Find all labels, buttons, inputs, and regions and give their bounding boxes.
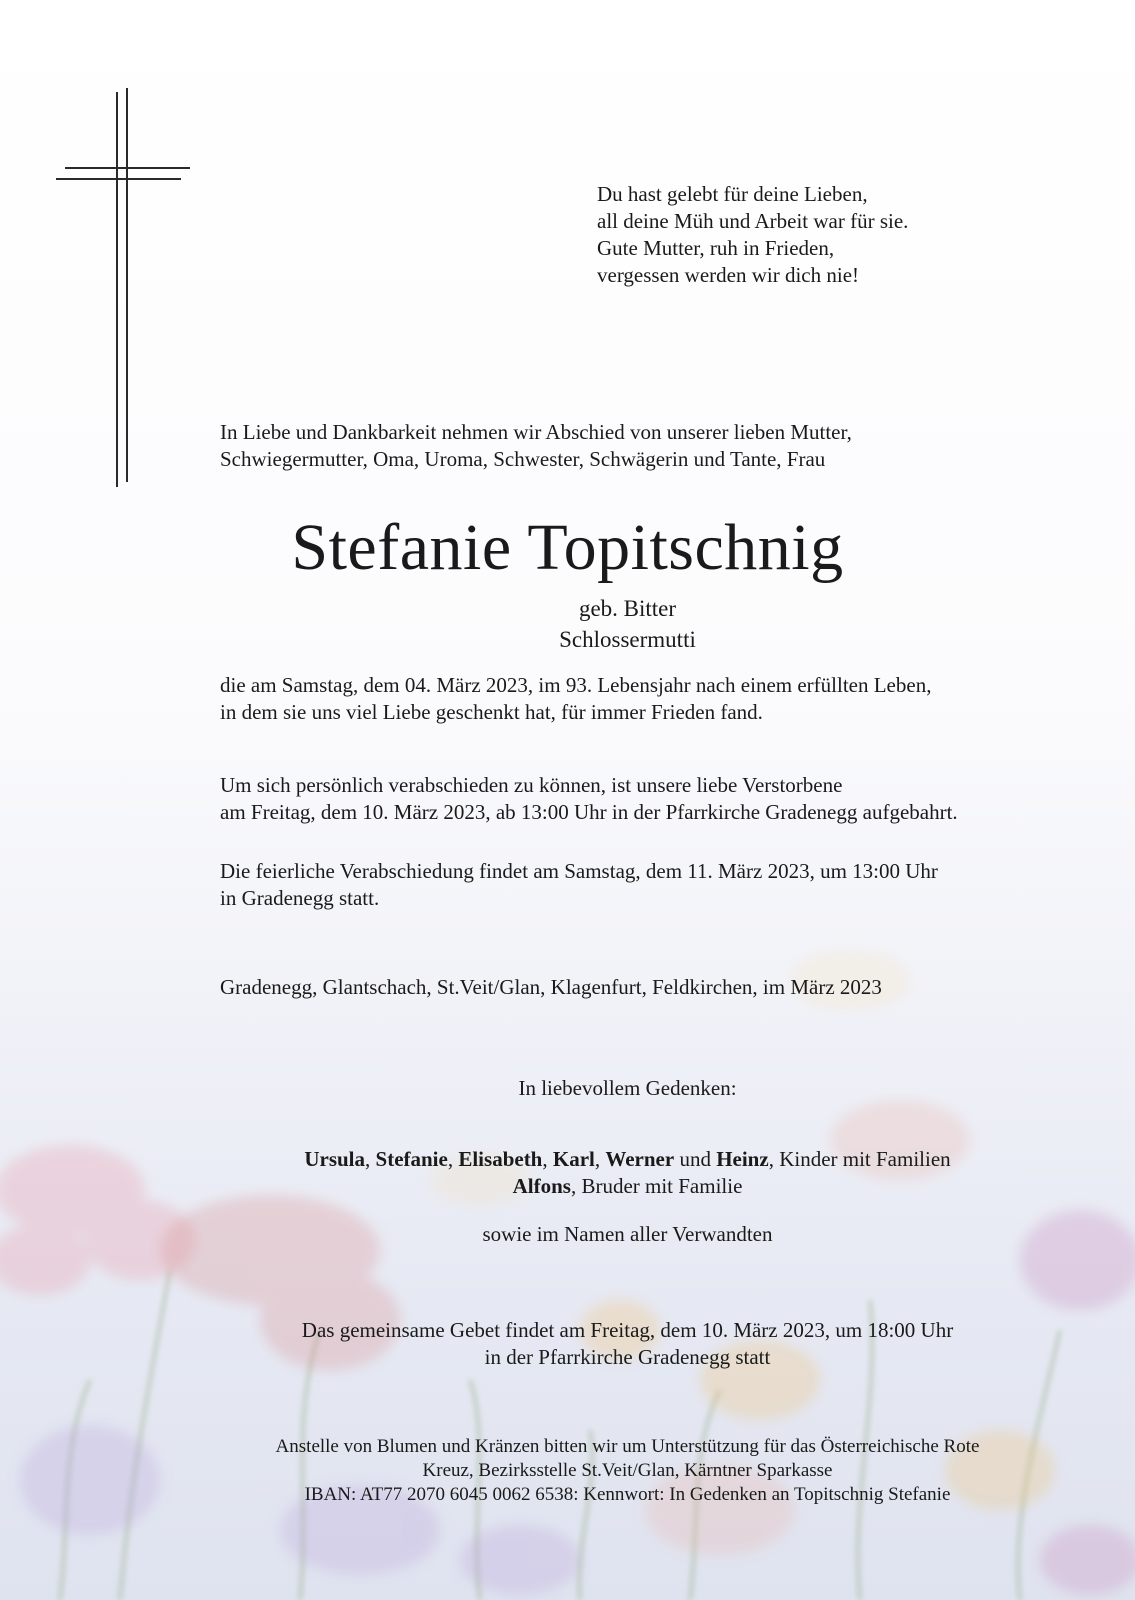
children-role: , Kinder mit Familien (768, 1147, 951, 1171)
prayer-line: in der Pfarrkirche Gradenegg statt (484, 1345, 771, 1369)
donation-line: IBAN: AT77 2070 6045 0062 6538: Kennwort: In Gedenken an Topitschnig Stefanie (304, 1484, 951, 1505)
intro-line: Schwiegermutter, Oma, Uroma, Schwester, Schwägerin und Tante, Frau (220, 447, 826, 471)
prayer-notice (0, 1317, 1135, 1371)
prayer-line: Das gemeinsame Gebet findet am Freitag, dem 10. März 2023, um 18:00 Uhr (301, 1318, 954, 1342)
donation-line: Kreuz, Bezirksstelle St.Veit/Glan, Kärntner Sparkasse (422, 1460, 833, 1481)
viewing-notice (220, 772, 958, 826)
deceased-name: Stefanie Topitschnig (291, 511, 844, 584)
brother-line (0, 1173, 1135, 1200)
mourners (0, 1146, 1135, 1200)
donation-line: Anstelle von Blumen und Kränzen bitten wir um Unterstützung für das Österreichische Rote (275, 1436, 980, 1457)
viewing-line: Um sich persönlich verabschieden zu können, ist unsere liebe Verstorbene (220, 773, 843, 797)
poem-line: Gute Mutter, ruh in Frieden, (597, 236, 835, 260)
places-and-date: Gradenegg, Glantschach, St.Veit/Glan, Klagenfurt, Feldkirchen, im März 2023 (220, 975, 882, 999)
death-notice-line: die am Samstag, dem 04. März 2023, im 93. Lebensjahr nach einem erfüllten Leben, (220, 673, 932, 697)
maiden-name: geb. Bitter (578, 596, 677, 621)
child-name: Elisabeth (458, 1147, 543, 1171)
child-name: Ursula (304, 1147, 366, 1171)
ceremony-line: Die feierliche Verabschiedung findet am Samstag, dem 11. März 2023, um 13:00 Uhr (220, 859, 938, 883)
child-name: Karl (552, 1147, 595, 1171)
separator: , (594, 1147, 606, 1171)
intro-line: In Liebe und Dankbarkeit nehmen wir Abschied von unserer lieben Mutter, (220, 420, 852, 444)
donation-notice (0, 1435, 1135, 1507)
brother-name: Alfons (512, 1174, 571, 1198)
death-notice-line: in dem sie uns viel Liebe geschenkt hat, für immer Frieden fand. (220, 700, 763, 724)
separator: , (365, 1147, 376, 1171)
poem-line: Du hast gelebt für deine Lieben, (597, 182, 868, 206)
child-name: Werner (605, 1147, 675, 1171)
child-name: Stefanie (375, 1147, 448, 1171)
separator: , (447, 1147, 459, 1171)
poem-line: vergessen werden wir dich nie! (597, 263, 860, 287)
ceremony-notice (220, 858, 938, 912)
separator: , (542, 1147, 553, 1171)
viewing-line: am Freitag, dem 10. März 2023, ab 13:00 Uhr in der Pfarrkirche Gradenegg aufgebahrt. (220, 800, 958, 824)
cross-icon (0, 0, 200, 500)
conjunction: und (674, 1147, 717, 1171)
poem-line: all deine Müh und Arbeit war für sie. (597, 209, 909, 233)
death-notice (220, 672, 931, 726)
intro-text (220, 419, 852, 473)
child-name: Heinz (716, 1147, 769, 1171)
nickname: Schlossermutti (559, 627, 696, 652)
ceremony-line: in Gradenegg statt. (220, 886, 380, 910)
children-line (0, 1146, 1135, 1173)
relatives-line: sowie im Namen aller Verwandten (482, 1222, 773, 1246)
memory-heading: In liebevollem Gedenken: (518, 1076, 737, 1100)
brother-role: , Bruder mit Familie (570, 1174, 743, 1198)
poem (597, 181, 908, 289)
